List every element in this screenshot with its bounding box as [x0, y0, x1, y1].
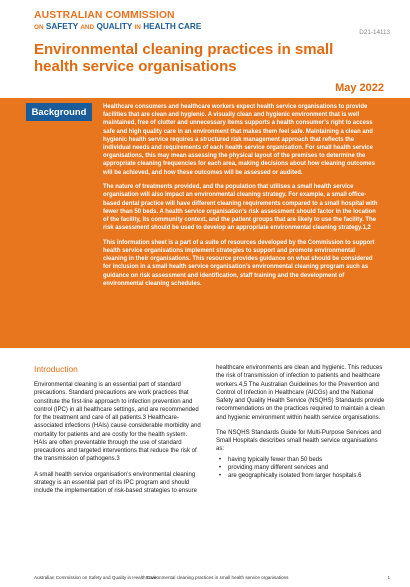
logo-word-quality: QUALITY — [96, 22, 133, 31]
logo-word-healthcare: HEALTH CARE — [143, 22, 202, 31]
background-text — [103, 103, 379, 294]
body-paragraph: A small health service organisation’s environmental cleaning strategy is an essential part of its IPC program and should include the implementation of risk-based strategies to ensure — [34, 471, 198, 494]
bullet-list — [216, 456, 386, 481]
background-paragraph: This information sheet is a part of a suite of resources developed by the Commission to support health service organisations implement strategies to support and promote environmental cleaning in their organisations. This resource provides guidance on what should be considered for inclusion in a small health service organisation’s environmental cleaning program such as guidance on risk assessment and identification, staff training and the development of environmental cleaning schedules. — [103, 239, 375, 287]
logo-word-and: AND — [80, 24, 95, 31]
publication-date: May 2022 — [335, 82, 384, 94]
background-label: Background — [26, 103, 92, 121]
logo-word-on: ON — [34, 24, 44, 31]
introduction-heading: Introduction — [34, 364, 78, 374]
list-item: • having typically fewer than 50 beds — [216, 456, 386, 464]
background-paragraph: The nature of treatments provided, and the population that utilises a small health service organisation will also impact an environmental cleaning strategy. For example, a small office-based dental practice will have different cleaning requirements compared to a small hospital with fewer than 50 beds. A health service organisation’s risk assessment should factor in the location of the facility, its community context, and the patient groups that are likely to use the facility. The risk assessment should be used to develop an appropriate environmental cleaning strategy.1,2 — [103, 184, 378, 232]
logo-word-safety: SAFETY — [45, 22, 79, 31]
document-code: D21-14113 — [359, 29, 390, 36]
list-item: • are geographically isolated from larger hospitals.6 — [216, 472, 386, 480]
logo-line-1: AUSTRALIAN COMMISSION — [34, 10, 175, 21]
body-paragraph: The NSQHS Standards Guide for Multi-Purpose Services and Small Hospitals describes small health service organisations as: — [216, 429, 382, 453]
background-paragraph: Healthcare consumers and healthcare workers expect health service organisations to provide facilities that are clean and hygienic. A visually clean and hygienic environment that is well maintained, free of clutter and unnecessary items supports a health consumer’s right to access safe and high quality care in an environment that makes them feel safe. Maintaining a clean and hygienic health service requires a structured risk management approach that reflects the individual needs and requirements of each health service organisation. For small health service organisations, this may mean assessing the physical layout of the premises to determine the appropriate cleaning frequencies for each area, making decisions about how cleaning outcomes will be achieved, and how these outcomes will be assessed or audited. — [103, 104, 375, 176]
list-item: • providing many different services and — [216, 464, 386, 472]
body-paragraph: Environmental cleaning is an essential part of standard precautions. Standard precautions are work practices that constitute the first-line approach to infection prevention and control (IPC) in all healthcare settings, and are recommended for the treatment and care of all patients.3 Healthcare-associated infections (HAIs) cause considerable morbidity and mortality for patients and are costly for the health system. HAIs are often preventable through the use of standard precautions and targeted interventions that reduce the risk of the transmission of pathogens.3 — [34, 382, 201, 463]
body-paragraph: healthcare environments are clean and hygienic. This reduces the risk of transmission of infection to patients and healthcare workers.4,5 The Australian Guidelines for the Prevention and Control of Infection in Healthcare (AICGs) and the National Safety and Quality Health Service (NSQHS) Standards provide recommendations on the practices required to maintain a clean and hygienic environment within health service organisations. — [216, 365, 385, 421]
logo-line-2 — [34, 21, 201, 33]
footer-document-title: Environmental cleaning practices in small health service organisations — [146, 575, 289, 580]
left-column — [34, 364, 202, 502]
logo-word-in: IN — [134, 24, 141, 31]
footer-organisation: Australian Commission on Safety and Quality in Health Care — [34, 575, 157, 580]
commission-logo — [34, 10, 201, 33]
right-column — [216, 364, 386, 480]
page-title: Environmental cleaning practices in small health service organisations — [34, 41, 334, 75]
page-number: 1 — [387, 575, 390, 580]
